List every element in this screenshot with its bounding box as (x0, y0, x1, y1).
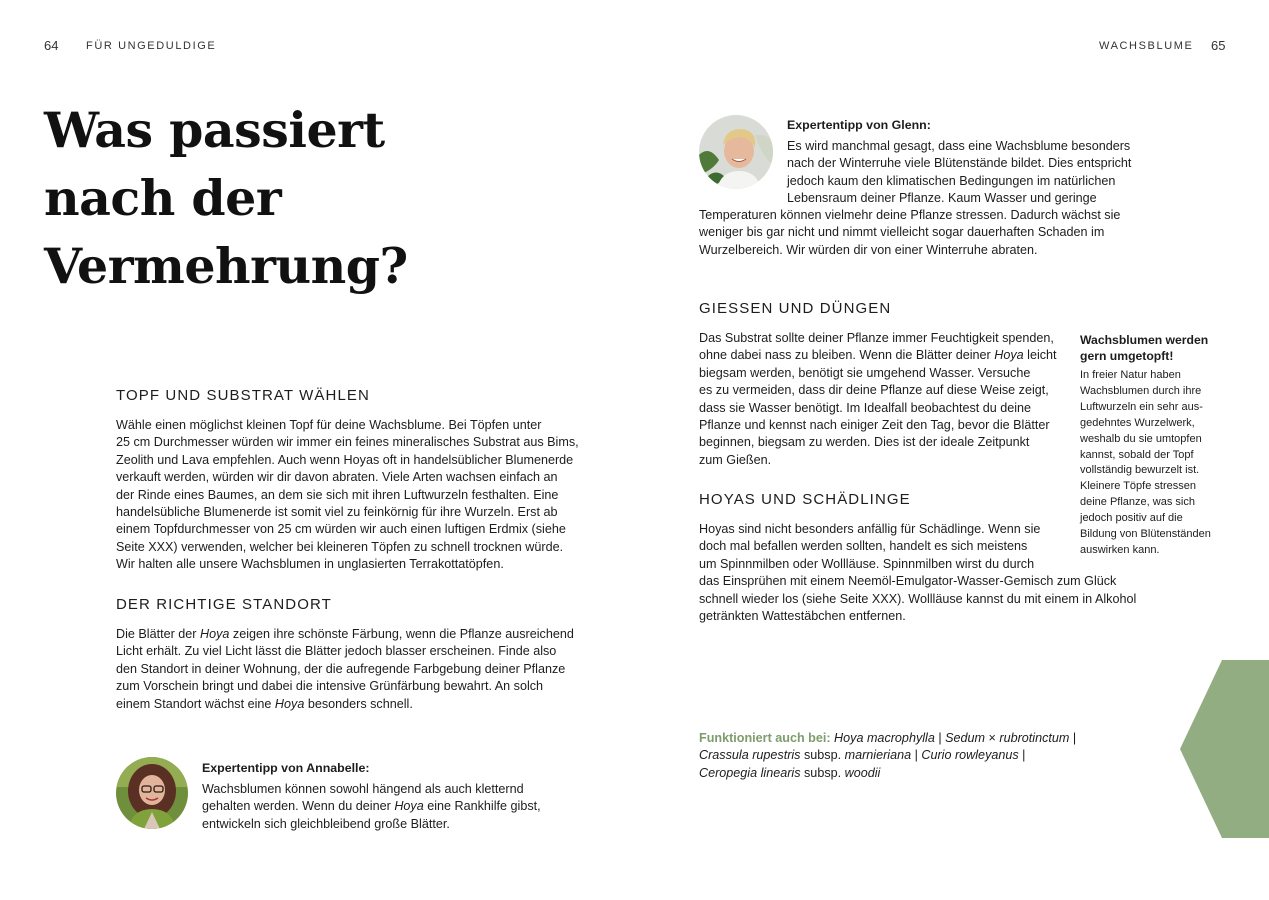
also-works-label: Funktioniert auch bei: (699, 731, 831, 745)
glenn-avatar (699, 115, 773, 189)
tip-glenn-body-indented (787, 138, 1131, 208)
body-line: zum Gießen. (699, 452, 772, 467)
body-line: der Rinde eines Baumes, an dem sie sich mit ihren Luftwurzeln festhalten. Eine (116, 487, 559, 502)
section-heading-pot-substrate: TOPF UND SUBSTRAT WÄHLEN (116, 387, 370, 404)
section-body-pests (699, 521, 1136, 625)
body-line: Wachsblumen können sowohl hängend als auch kletternd (202, 782, 524, 796)
text-run: eine Rankhilfe gibst, (423, 799, 541, 814)
sidebar-heading (1080, 332, 1208, 364)
sidebar-line: Luftwurzeln ein sehr aus- (1080, 400, 1203, 413)
subsp-text: subsp. (800, 748, 845, 763)
also-works-line (699, 730, 1076, 747)
tip-glenn-body-full (699, 207, 1120, 259)
section-body-watering (699, 330, 1057, 469)
body-line (116, 696, 574, 713)
body-line: einem Topfdurchmesser von 25 cm würden wir auch einen luftigen Erdmix (siehe (116, 522, 566, 537)
body-line: biegsam werden, benötigt sie umgehend Wasser. Versuche (699, 365, 1031, 380)
italic-term: Hoya (274, 696, 305, 711)
annabelle-portrait-image (116, 757, 188, 829)
text-run: besonders schnell. (304, 696, 413, 711)
body-line: das Einsprühen mit einem Neemöl-Emulgator-Wasser-Gemisch zum Glück (699, 574, 1117, 589)
section-body-location (116, 626, 574, 713)
sidebar-line: deine Pflanze, was sich (1080, 496, 1195, 509)
hexagon-decoration (1180, 660, 1269, 838)
title-line: Vermehrung? (44, 237, 408, 295)
body-line: nach der Winterruhe viele Blütenstände bildet. Dies entspricht (787, 156, 1132, 171)
left-running-head: FÜR UNGEDULDIGE (86, 40, 217, 52)
annabelle-avatar (116, 757, 188, 829)
body-line: um Spinnmilben oder Wollläuse. Spinnmilben wirst du durch (699, 556, 1035, 571)
body-line: Seite XXX) verwenden, welcher bei kleineren Töpfen zu schnell trocknen würde. (116, 539, 564, 554)
plant-name: Hoya macrophylla (834, 731, 935, 745)
body-line: Wähle einen möglichst kleinen Topf für deine Wachsblume. Bei Töpfen unter (116, 418, 542, 432)
body-line (116, 626, 574, 643)
body-line: den Standort in deiner Wohnung, der die aufregende Farbgebung deiner Pflanze (116, 661, 566, 676)
also-works-with (699, 730, 1076, 782)
sidebar-line: kannst, sobald der Topf (1080, 448, 1194, 461)
also-works-line (699, 765, 1076, 782)
body-line: dass sie Wasser benötigt. Im Idealfall beobachtest du deine (699, 400, 1032, 415)
text-run: einem Standort wächst eine (116, 696, 275, 711)
sidebar-body (1080, 368, 1211, 559)
plant-name: rubrotinctum (999, 731, 1070, 745)
tip-glenn-heading: Expertentipp von Glenn: (787, 118, 931, 132)
body-line: 25 cm Durchmesser würden wir immer ein feines mineralisches Substrat aus Bims, (116, 435, 579, 450)
page-title (44, 96, 604, 300)
sidebar-line: Bildung von Blütenständen (1080, 528, 1211, 541)
plant-name: Crassula rupestris (699, 748, 801, 763)
body-line: schnell wieder los (siehe Seite XXX). Wollläuse kannst du mit einem in Alkohol (699, 591, 1137, 606)
body-line: Hoyas sind nicht besonders anfällig für Schädlinge. Wenn sie (699, 522, 1041, 536)
sidebar-line: In freier Natur haben (1080, 369, 1181, 381)
body-line: Temperaturen können vielmehr deine Pflanze stressen. Dadurch wächst sie (699, 208, 1121, 222)
plant-name: Ceropegia linearis (699, 765, 801, 780)
left-page-number: 64 (44, 38, 59, 53)
section-body-pot-substrate (116, 417, 579, 574)
text-run: leicht (1023, 348, 1057, 363)
title-line: Was passiert (44, 101, 385, 159)
text-run: gehalten werden. Wenn du deiner (202, 799, 395, 814)
sidebar-heading-line: gern umgetopft! (1080, 349, 1174, 363)
body-line: entwickeln sich gleichbleibend große Blätter. (202, 816, 450, 831)
hybrid-sign: × (985, 731, 1000, 745)
body-line: verkauft werden, würden wir dir davon abraten. Viele Arten wachsen einfach an (116, 470, 558, 485)
body-line: Wir halten alle unsere Wachsblumen in unglasierten Terrakottatöpfen. (116, 557, 504, 572)
hexagon-shape (1180, 660, 1269, 838)
body-line: Pflanze und kennst nach einiger Zeit den Tag, bevor die Blätter (699, 418, 1050, 433)
body-line: weniger bis gar nicht und nimmt vielleicht sogar dauerhaften Schaden im (699, 225, 1105, 240)
italic-term: Hoya (394, 799, 424, 814)
body-line: Das Substrat sollte deiner Pflanze immer Feuchtigkeit spenden, (699, 331, 1054, 345)
text-run: Die Blätter der (116, 627, 200, 641)
section-heading-watering: GIESSEN UND DÜNGEN (699, 300, 892, 317)
body-line: beginnen, biegsam zu werden. Dies ist der ideale Zeitpunkt (699, 435, 1030, 450)
sidebar-line: Wachsblumen durch ihre (1080, 384, 1202, 397)
body-line (699, 347, 1057, 364)
sidebar-line: auswirken kann. (1080, 543, 1160, 556)
subsp-text: subsp. (800, 765, 845, 780)
separator: | (1069, 731, 1077, 745)
sidebar-line: jedoch positiv auf die (1080, 512, 1183, 525)
body-line: Lebensraum deiner Pflanze. Kaum Wasser und geringe (787, 191, 1097, 206)
plant-name: woodii (844, 765, 881, 780)
text-run: ohne dabei nass zu bleiben. Wenn die Blätter deiner (699, 348, 995, 363)
sidebar-line: vollständig bewurzelt ist. (1080, 464, 1200, 477)
body-line: getränkten Wattestäbchen entfernen. (699, 609, 906, 624)
section-heading-location: DER RICHTIGE STANDORT (116, 596, 332, 613)
body-line: jedoch kaum den klimatischen Bedingungen im natürlichen (787, 173, 1116, 188)
also-works-line (699, 747, 1076, 764)
body-line: handelsübliche Blumenerde ist somit viel zu feinkörnig für ihre Wurzeln. Erst ab (116, 505, 558, 520)
body-line: doch mal befallen werden sollten, handelt es sich meistens (699, 539, 1028, 554)
sidebar-heading-line: Wachsblumen werden (1080, 333, 1209, 347)
sidebar-line: Kleinere Töpfe stressen (1080, 480, 1196, 493)
plant-name: Curio rowleyanus (921, 748, 1019, 763)
body-line: es zu vermeiden, dass dir deine Pflanze auf diese Weise zeigt, (699, 383, 1049, 398)
body-line: zum Vorschein bringt und dabei die intensive Grünfärbung bewahrt. An solch (116, 679, 544, 694)
body-line: Zeolith und Lava empfehlen. Auch wenn Hoyas oft in handelsüblicher Blumenerde (116, 452, 574, 467)
tip-annabelle-heading: Expertentipp von Annabelle: (202, 761, 370, 775)
separator: | (911, 748, 922, 763)
body-line: Wurzelbereich. Wir würden dir von einer Winterruhe abraten. (699, 242, 1038, 257)
section-heading-pests: HOYAS UND SCHÄDLINGE (699, 491, 911, 508)
separator: | (934, 731, 946, 745)
sidebar-line: gedehntes Wurzelwerk, (1080, 416, 1195, 429)
body-line: Licht erhält. Zu viel Licht lässt die Blätter jedoch blasser erscheinen. Finde also (116, 644, 557, 659)
separator: | (1018, 748, 1026, 763)
tip-annabelle-body (202, 781, 541, 833)
body-line (202, 798, 541, 815)
title-line: nach der (44, 169, 282, 227)
body-line: Es wird manchmal gesagt, dass eine Wachsblume besonders (787, 139, 1131, 153)
right-page-number: 65 (1211, 38, 1226, 53)
plant-name: marnieriana (844, 748, 912, 763)
glenn-portrait-image (699, 115, 773, 189)
italic-term: Hoya (200, 627, 230, 641)
text-run: zeigen ihre schönste Färbung, wenn die Pflanze ausreichend (229, 627, 574, 641)
italic-term: Hoya (994, 348, 1024, 363)
right-running-head: WACHSBLUME (1099, 40, 1194, 52)
sidebar-line: weshalb du sie umtopfen (1080, 432, 1202, 445)
plant-name: Sedum (945, 731, 986, 745)
